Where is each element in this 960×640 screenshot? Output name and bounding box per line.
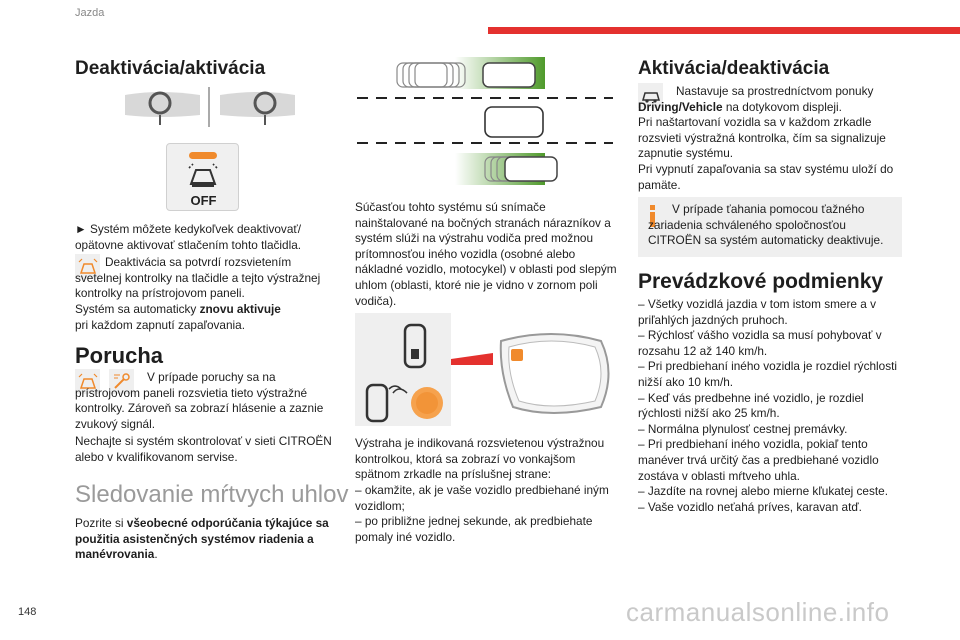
paragraph-see-recommendations: Pozrite si všeobecné odporúčania týkajúce sa použitia asistenčných systémov riadenia a manévrovania.	[75, 516, 329, 562]
list-item: – Normálna plynulosť cestnej premávky.	[638, 421, 848, 436]
page-number: 148	[18, 606, 37, 618]
paragraph-start: Pri naštartovaní vozidla sa v každom zrkadle rozsvieti výstražná kontrolka, čím sa signalizuje zapnutie systému.	[638, 115, 886, 161]
paragraph-deactivation-lamp: Deaktivácia sa potvrdí rozsvietením svetelnej kontrolky na tlačidle a tejto výstražnej kontrolky na prístrojovom paneli.	[75, 255, 321, 301]
list-item-bullet-1: – okamžite, ak je vaše vozidlo predbiehané iným vozidlom;	[355, 483, 609, 513]
info-text: V prípade ťahania pomocou ťažného zariadenia schváleného spoločnosťou CITROËN sa systém automaticky deaktivuje.	[648, 202, 884, 248]
blind-spot-car-icon	[187, 162, 219, 190]
watermark: carmanualsonline.info	[626, 597, 890, 627]
list-item: – Všetky vozidlá jazdia v tom istom smere a v priľahlých jazdných pruhoch.	[638, 297, 876, 327]
paragraph-sensors: Súčasťou tohto systému sú snímače nainštalované na bočných stranách nárazníkov a systém slúži na výstrahu vodiča pred možnou prítomnosťou iného vozidla (osobné alebo nákladné vozidlo, motocykel) v oblasti pod slepým uhlom (oblasti, ktoré nie je vidno v zornom poli vodiča).	[355, 200, 617, 308]
chapter-accent-bar	[488, 27, 960, 34]
blind-spot-off-button[interactable]	[166, 143, 239, 211]
list-item: – Vaše vozidlo neťahá príves, karavan atď.	[638, 499, 862, 514]
paragraph-auto-reactivation: Systém sa automaticky znovu aktivuje pri každom zapnutí zapaľovania.	[75, 302, 281, 332]
conditions-list	[638, 297, 903, 515]
paragraph-alert: Výstraha je indikovaná rozsvietenou výstražnou kontrolkou, ktorá sa zobrazí vo vonkajšom spätnom zrkadle na príslušnej strane:	[355, 436, 605, 482]
list-item: – Jazdíte na rovnej alebo mierne kľukatej ceste.	[638, 484, 889, 499]
paragraph-press-button: ► Systém môžete kedykoľvek deaktivovať/ opätovne aktivovať stlačením tohto tlačidla.	[75, 222, 302, 252]
paragraph-fault: V prípade poruchy sa na prístrojovom paneli rozsvietia tieto výstražné kontrolky. Zároveň sa zobrazí hlásenie a zaznie zvukový signál.	[75, 370, 324, 431]
section-title-deactivation: Deaktivácia/aktivácia	[75, 58, 266, 79]
chapter-title: Jazda	[75, 7, 105, 19]
section-title-activation: Aktivácia/deaktivácia	[638, 58, 830, 79]
list-item: – Keď vás predbehne iné vozidlo, je rozdiel rýchlosti nižší ako 25 km/h.	[638, 390, 864, 421]
list-item: – Pri predbiehaní iného vozidla je rozdiel rýchlosti nižší ako 10 km/h.	[638, 359, 898, 389]
off-label: OFF	[190, 193, 217, 208]
list-item-bullet-2: – po približne jednej sekunde, ak predbiehate pomaly iné vozidlo.	[355, 514, 593, 544]
section-title-fault: Porucha	[75, 343, 164, 368]
info-box-towing	[638, 197, 902, 257]
section-title-conditions: Prevádzkové podmienky	[638, 270, 884, 293]
side-mirror-illustration	[451, 313, 619, 426]
steering-wheel-illustration	[120, 85, 300, 130]
paragraph-ignition-off: Pri vypnutí zapaľovania sa stav systému uloží do pamäte.	[638, 162, 894, 192]
blind-spot-zone-diagram	[355, 55, 615, 187]
paragraph-settings-menu: Nastavuje sa prostredníctvom ponuky Driving/Vehicle na dotykovom displeji.	[638, 84, 874, 114]
list-item: – Pri predbiehaní iného vozidla, pokiaľ tento manéver trvá určitý čas a predbiehané vozidlo zostáva v oblasti mŕtveho uhla.	[638, 437, 879, 483]
paragraph-service-check: Nechajte si systém skontrolovať v sieti CITROËN alebo v kvalifikovanom servise.	[75, 434, 332, 464]
cars-illustration-panel	[355, 313, 451, 426]
list-item: – Rýchlosť vášho vozidla sa musí pohybovať v rozsahu 12 až 140 km/h.	[638, 328, 882, 358]
section-title-blindspot: Sledovanie mŕtvych uhlov	[75, 481, 349, 508]
button-indicator-lamp	[189, 152, 217, 159]
